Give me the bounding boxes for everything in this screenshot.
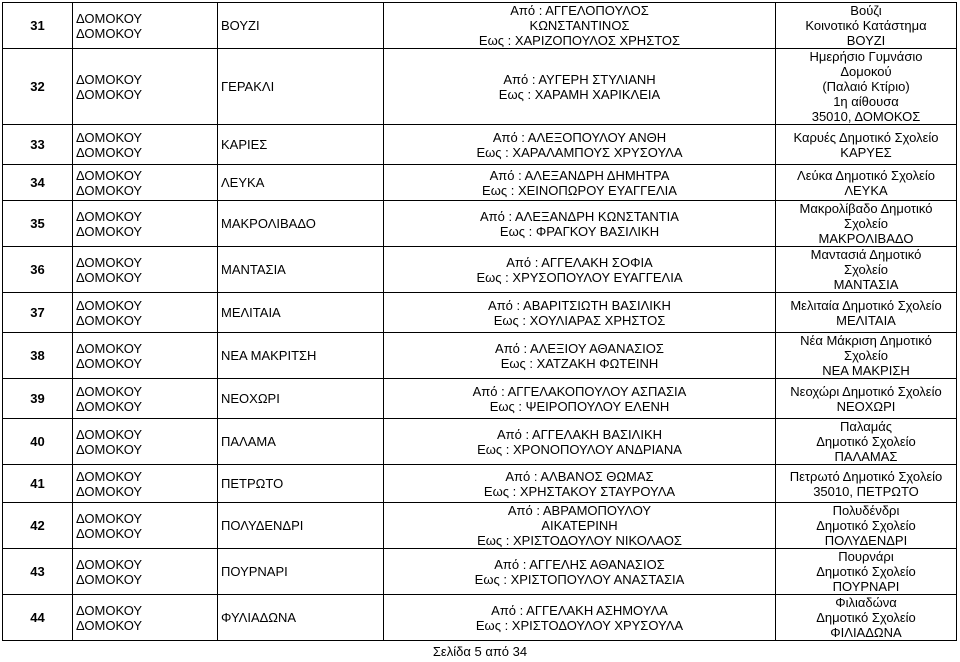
district-cell: ΚΑΡΙΕΣ	[218, 125, 384, 165]
table-row	[3, 49, 957, 125]
venue-line: Βούζι	[850, 3, 882, 18]
venue-line: Δημοτικό Σχολείο	[816, 434, 916, 449]
row-number: 42	[3, 503, 73, 549]
table-row	[3, 3, 957, 49]
row-number: 34	[3, 165, 73, 201]
municipality-cell	[73, 333, 218, 379]
voter-range-line: Από : ΑΓΓΕΛΟΠΟΥΛΟΣ	[510, 3, 649, 18]
municipality-line: ΔΟΜΟΚΟΥ	[76, 468, 143, 484]
page-number: Σελίδα 5 από 34	[432, 644, 528, 659]
voter-range-line: Εως : ΧΟΥΛΙΑΡΑΣ ΧΡΗΣΤΟΣ	[493, 312, 666, 328]
district-cell: ΝΕΟΧΩΡΙ	[218, 379, 384, 419]
table-body	[3, 3, 957, 641]
municipality-line: ΔΟΜΟΚΟΥ	[76, 144, 143, 160]
venue-line: Δημοτικό Σχολείο	[816, 518, 916, 533]
voter-range-line: Από : ΑΛΕΞΙΟΥ ΑΘΑΝΑΣΙΟΣ	[495, 340, 664, 356]
municipality-cell	[73, 125, 218, 165]
voter-range-cell	[384, 125, 776, 165]
venue-line: Ημερήσιο Γυμνάσιο	[809, 49, 923, 64]
venue-line: (Παλαιό Κτίριο)	[822, 79, 910, 94]
municipality-line: ΔΟΜΟΚΟΥ	[76, 25, 143, 41]
venue-cell	[776, 595, 957, 641]
page-footer	[0, 644, 960, 659]
municipality-line: ΔΟΜΟΚΟΥ	[76, 167, 143, 183]
voter-range-line: Εως : ΨΕΙΡΟΠΟΥΛΟΥ ΕΛΕΝΗ	[489, 398, 670, 414]
municipality-cell	[73, 379, 218, 419]
voter-range-line: Από : ΑΒΡΑΜΟΠΟΥΛΟΥ	[507, 503, 652, 518]
municipality-cell	[73, 247, 218, 293]
table-row	[3, 165, 957, 201]
municipality-cell	[73, 549, 218, 595]
voter-range-line: Εως : ΧΡΥΣΟΠΟΥΛΟΥ ΕΥΑΓΓΕΛΙΑ	[476, 269, 683, 285]
venue-cell	[776, 419, 957, 465]
voter-range-cell	[384, 595, 776, 641]
venue-cell	[776, 333, 957, 379]
venue-line: ΝΕΑ ΜΑΚΡΙΣΗ	[822, 363, 910, 378]
row-number: 40	[3, 419, 73, 465]
municipality-line: ΔΟΜΟΚΟΥ	[76, 297, 143, 313]
venue-line: Φιλιαδώνα	[835, 595, 897, 610]
polling-stations-table	[2, 2, 957, 641]
municipality-line: ΔΟΜΟΚΟΥ	[76, 182, 143, 198]
venue-line: Πετρωτό Δημοτικό Σχολείο	[789, 468, 943, 484]
municipality-line: ΔΟΜΟΚΟΥ	[76, 556, 143, 572]
district-cell: ΛΕΥΚΑ	[218, 165, 384, 201]
voter-range-cell	[384, 549, 776, 595]
table-row	[3, 201, 957, 247]
voter-range-line: Εως : ΧΡΙΣΤΟΔΟΥΛΟΥ ΧΡΥΣΟΥΛΑ	[475, 617, 684, 633]
municipality-line: ΔΟΜΟΚΟΥ	[76, 525, 143, 541]
voter-range-line: Εως : ΧΕΙΝΟΠΩΡΟΥ ΕΥΑΓΓΕΛΙΑ	[482, 182, 677, 198]
venue-line: Καρυές Δημοτικό Σχολείο	[793, 129, 939, 145]
voter-range-line: Εως : ΧΑΡΑΜΗ ΧΑΡΙΚΛΕΙΑ	[498, 86, 661, 102]
venue-line: 35010, ΔΟΜΟΚΟΣ	[811, 109, 921, 124]
voter-range-cell	[384, 503, 776, 549]
municipality-cell	[73, 293, 218, 333]
table-row	[3, 465, 957, 503]
municipality-line: ΔΟΜΟΚΟΥ	[76, 86, 143, 102]
venue-line: Πολυδένδρι	[832, 503, 900, 518]
table-row	[3, 247, 957, 293]
voter-range-cell	[384, 201, 776, 247]
voter-range-line: Από : ΑΓΓΕΛΗΣ ΑΘΑΝΑΣΙΟΣ	[494, 556, 665, 572]
municipality-cell	[73, 503, 218, 549]
venue-line: Μαντασιά Δημοτικό	[810, 247, 922, 262]
municipality-line: ΔΟΜΟΚΟΥ	[76, 355, 143, 371]
row-number: 37	[3, 293, 73, 333]
municipality-line: ΔΟΜΟΚΟΥ	[76, 602, 143, 618]
voter-range-cell	[384, 165, 776, 201]
venue-line: ΛΕΥΚΑ	[844, 182, 888, 198]
voter-range-line: Από : ΑΓΓΕΛΑΚΗ ΒΑΣΙΛΙΚΗ	[496, 426, 663, 442]
voter-range-cell	[384, 465, 776, 503]
venue-line: Μελιταία Δημοτικό Σχολείο	[790, 297, 942, 313]
district-cell: ΠΑΛΑΜΑ	[218, 419, 384, 465]
district-cell: ΠΟΛΥΔΕΝΔΡΙ	[218, 503, 384, 549]
venue-line: ΠΟΛΥΔΕΝΔΡΙ	[824, 533, 908, 548]
venue-line: Μακρολίβαδο Δημοτικό	[799, 201, 933, 216]
table-row	[3, 333, 957, 379]
voter-range-line: Από : ΑΛΕΞΑΝΔΡΗ ΚΩΝΣΤΑΝΤΙΑ	[480, 208, 679, 224]
venue-line: Νεοχώρι Δημοτικό Σχολείο	[790, 383, 942, 399]
district-cell: ΠΕΤΡΩΤΟ	[218, 465, 384, 503]
voter-range-line: Από : ΑΛΒΑΝΟΣ ΘΩΜΑΣ	[505, 468, 654, 484]
voter-range-cell	[384, 247, 776, 293]
voter-range-line: Εως : ΧΑΡΑΛΑΜΠΟΥΣ ΧΡΥΣΟΥΛΑ	[476, 144, 683, 160]
table-row	[3, 125, 957, 165]
district-cell: ΝΕΑ ΜΑΚΡΙΤΣΗ	[218, 333, 384, 379]
voter-range-cell	[384, 3, 776, 49]
venue-cell	[776, 49, 957, 125]
municipality-cell	[73, 419, 218, 465]
venue-cell	[776, 465, 957, 503]
voter-range-line: Εως : ΧΑΡΙΖΟΠΟΥΛΟΣ ΧΡΗΣΤΟΣ	[478, 33, 681, 48]
venue-line: Παλαμάς	[840, 419, 892, 434]
table-row	[3, 595, 957, 641]
municipality-line: ΔΟΜΟΚΟΥ	[76, 617, 143, 633]
voter-range-line: Εως : ΧΡΙΣΤΟΔΟΥΛΟΥ ΝΙΚΟΛΑΟΣ	[477, 533, 682, 548]
venue-cell	[776, 379, 957, 419]
voter-range-line: Από : ΑΓΓΕΛΑΚΗ ΣΟΦΙΑ	[506, 254, 653, 270]
row-number: 38	[3, 333, 73, 379]
municipality-line: ΔΟΜΟΚΟΥ	[76, 312, 143, 328]
municipality-cell	[73, 3, 218, 49]
municipality-line: ΔΟΜΟΚΟΥ	[76, 510, 143, 526]
venue-line: ΠΑΛΑΜΑΣ	[834, 449, 898, 464]
row-number: 44	[3, 595, 73, 641]
voter-range-line: Εως : ΦΡΑΓΚΟΥ ΒΑΣΙΛΙΚΗ	[499, 223, 660, 239]
venue-cell	[776, 247, 957, 293]
district-cell: ΠΟΥΡΝΑΡΙ	[218, 549, 384, 595]
row-number: 33	[3, 125, 73, 165]
municipality-line: ΔΟΜΟΚΟΥ	[76, 269, 143, 285]
municipality-cell	[73, 465, 218, 503]
row-number: 31	[3, 3, 73, 49]
venue-line: ΚΑΡΥΕΣ	[840, 144, 892, 160]
voter-range-line: Από : ΑΛΕΞΟΠΟΥΛΟΥ ΑΝΘΗ	[492, 129, 667, 145]
municipality-line: ΔΟΜΟΚΟΥ	[76, 10, 143, 26]
venue-line: 1η αίθουσα	[833, 94, 899, 109]
municipality-line: ΔΟΜΟΚΟΥ	[76, 71, 143, 87]
municipality-line: ΔΟΜΟΚΟΥ	[76, 129, 143, 145]
voter-range-line: Από : ΑΛΕΞΑΝΔΡΗ ΔΗΜΗΤΡΑ	[489, 167, 670, 183]
venue-line: ΜΑΚΡΟΛΙΒΑΔΟ	[818, 231, 914, 246]
municipality-cell	[73, 165, 218, 201]
venue-cell	[776, 3, 957, 49]
row-number: 39	[3, 379, 73, 419]
municipality-line: ΔΟΜΟΚΟΥ	[76, 340, 143, 356]
municipality-line: ΔΟΜΟΚΟΥ	[76, 208, 143, 224]
venue-line: ΦΙΛΙΑΔΩΝΑ	[830, 625, 902, 640]
row-number: 41	[3, 465, 73, 503]
venue-line: Πουρνάρι	[838, 549, 894, 564]
venue-line: ΜΑΝΤΑΣΙΑ	[833, 277, 899, 292]
voter-range-line: Από : ΑΒΑΡΙΤΣΙΩΤΗ ΒΑΣΙΛΙΚΗ	[488, 297, 671, 313]
venue-cell	[776, 503, 957, 549]
venue-line: Κοινοτικό Κατάστημα	[805, 18, 927, 33]
venue-line: Σχολείο	[844, 216, 888, 231]
venue-line: ΠΟΥΡΝΑΡΙ	[832, 579, 900, 594]
district-cell: ΜΑΝΤΑΣΙΑ	[218, 247, 384, 293]
venue-line: Νέα Μάκριση Δημοτικό	[800, 333, 932, 348]
municipality-line: ΔΟΜΟΚΟΥ	[76, 441, 143, 457]
venue-cell	[776, 165, 957, 201]
venue-line: Δομοκού	[840, 64, 892, 79]
venue-line: Δημοτικό Σχολείο	[816, 564, 916, 579]
venue-line: Σχολείο	[844, 348, 888, 363]
district-cell: ΓΕΡΑΚΛΙ	[218, 49, 384, 125]
table-row	[3, 379, 957, 419]
district-cell: ΦΥΛΙΑΔΩΝΑ	[218, 595, 384, 641]
venue-line: ΝΕΟΧΩΡΙ	[836, 398, 896, 414]
district-cell: ΜΕΛΙΤΑΙΑ	[218, 293, 384, 333]
municipality-line: ΔΟΜΟΚΟΥ	[76, 223, 143, 239]
row-number: 32	[3, 49, 73, 125]
row-number: 43	[3, 549, 73, 595]
voter-range-line: Εως : ΧΡΙΣΤΟΠΟΥΛΟΥ ΑΝΑΣΤΑΣΙΑ	[474, 571, 685, 587]
municipality-cell	[73, 49, 218, 125]
voter-range-line: Εως : ΧΡΗΣΤΑΚΟΥ ΣΤΑΥΡΟΥΛΑ	[483, 483, 676, 499]
voter-range-line: Εως : ΧΑΤΖΑΚΗ ΦΩΤΕΙΝΗ	[500, 355, 659, 371]
district-cell: ΜΑΚΡΟΛΙΒΑΔΟ	[218, 201, 384, 247]
venue-line: 35010, ΠΕΤΡΩΤΟ	[813, 483, 919, 499]
venue-line: Λεύκα Δημοτικό Σχολείο	[797, 167, 935, 183]
municipality-cell	[73, 201, 218, 247]
voter-range-cell	[384, 49, 776, 125]
venue-line: ΜΕΛΙΤΑΙΑ	[836, 312, 896, 328]
voter-range-line: Από : ΑΓΓΕΛΑΚΗ ΑΣΗΜΟΥΛΑ	[491, 602, 668, 618]
municipality-line: ΔΟΜΟΚΟΥ	[76, 571, 143, 587]
voter-range-line: ΑΙΚΑΤΕΡΙΝΗ	[541, 518, 618, 533]
municipality-cell	[73, 595, 218, 641]
table-row	[3, 419, 957, 465]
municipality-line: ΔΟΜΟΚΟΥ	[76, 426, 143, 442]
venue-cell	[776, 201, 957, 247]
venue-line: ΒΟΥΖΙ	[846, 33, 886, 48]
table-row	[3, 293, 957, 333]
venue-cell	[776, 125, 957, 165]
venue-line: Δημοτικό Σχολείο	[816, 610, 916, 625]
voter-range-cell	[384, 333, 776, 379]
table-row	[3, 503, 957, 549]
voter-range-cell	[384, 379, 776, 419]
voter-range-cell	[384, 293, 776, 333]
venue-cell	[776, 549, 957, 595]
municipality-line: ΔΟΜΟΚΟΥ	[76, 254, 143, 270]
table-row	[3, 549, 957, 595]
voter-range-line: Εως : ΧΡΟΝΟΠΟΥΛΟΥ ΑΝΔΡΙΑΝΑ	[477, 441, 682, 457]
voter-range-line: Από : ΑΥΓΕΡΗ ΣΤΥΛΙΑΝΗ	[503, 71, 656, 87]
voter-range-cell	[384, 419, 776, 465]
voter-range-line: ΚΩΝΣΤΑΝΤΙΝΟΣ	[529, 18, 630, 33]
municipality-line: ΔΟΜΟΚΟΥ	[76, 483, 143, 499]
venue-line: Σχολείο	[844, 262, 888, 277]
municipality-line: ΔΟΜΟΚΟΥ	[76, 398, 143, 414]
row-number: 36	[3, 247, 73, 293]
voter-range-line: Από : ΑΓΓΕΛΑΚΟΠΟΥΛΟΥ ΑΣΠΑΣΙΑ	[472, 383, 687, 399]
district-cell: ΒΟΥΖΙ	[218, 3, 384, 49]
row-number: 35	[3, 201, 73, 247]
venue-cell	[776, 293, 957, 333]
municipality-line: ΔΟΜΟΚΟΥ	[76, 383, 143, 399]
